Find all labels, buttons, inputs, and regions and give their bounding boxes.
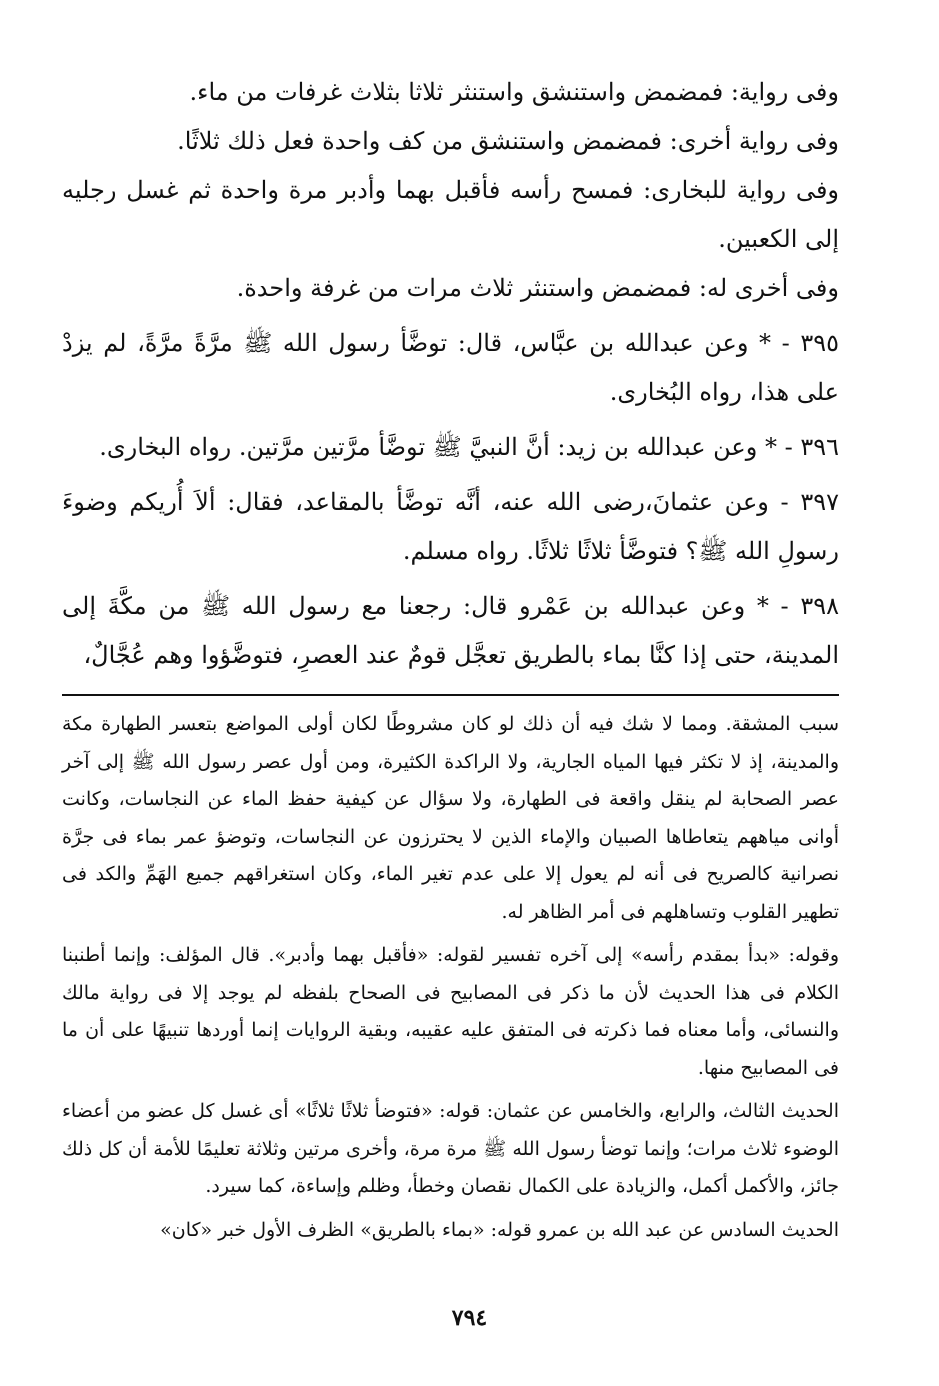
note-paragraph-1: سبب المشقة. ومما لا شك فيه أن ذلك لو كان مشروطًا لكان أولى المواضع بتعسر الطهارة مكة والمدينة، إذ لا تكثر فيها المياه الجارية، ولا الراكدة الكثيرة، ومن أول عصر رسول الله ﷺ إلى آخر عصر الصحابة لم ينقل واقعة فى الطهارة، ولا سؤال عن كيفية حفظ الماء عن النجاسات، وكانت أوانى مياههم يتعاطاها الصبيان والإماء الذين لا يحترزون عن النجاسات، وتوضؤ عمر بماء فى جرَّة نصرانية كالصريح فى أنه لم يعول إلا على عدم تغير الماء، وكان استغراقهم جميع الهَمِّ والكد فى تطهير القلوب وتساهلهم فى أمر الظاهر له.	[62, 713, 839, 923]
note-paragraph-2: وقوله: «بدأ بمقدم رأسه» إلى آخره تفسير لقوله: «فأقبل بهما وأدبر». قال المؤلف: وإنما أطنبنا الكلام فى هذا الحديث لأن ما ذكر فى المصابيح فى الصحاح بلفظه لم يوجد إلا فى رواية مالك والنسائى، وأما معناه فما ذكرته فى المتفق عليه عقيبه، وبقية الروايات إنما أوردها تنبيهًا على أن ما فى المصابيح منها.	[62, 944, 839, 1079]
paragraph-other-narration: وفى رواية أخرى: فمضمض واستنشق من كف واحدة فعل ذلك ثلاثًا.	[177, 127, 839, 155]
paragraph-bukhari-narration-2: وفى رواية للبخارى: فمسح رأسه فأقبل بهما وأدبر مرة واحدة ثم غسل رجليه إلى الكعبين.	[62, 176, 839, 253]
hadith-397: ٣٩٧ - وعن عثمانَ،رضى الله عنه، أنَّه توضَّأ بالمقاعد، فقال: ألاَ أُريكم وضوءَ رسولِ الله ﷺ؟ فتوضَّأ ثلاثًا ثلاثًا. رواه مسلم.	[62, 488, 839, 565]
page-number: ٧٩٤	[451, 1305, 488, 1331]
footnote-divider	[62, 694, 839, 696]
paragraph-bukhari-narration-1: وفى رواية: فمضمض واستنشق واستنثر ثلاثا بثلاث غرفات من ماء.	[189, 78, 839, 106]
note-paragraph-3: الحديث الثالث، والرابع، والخامس عن عثمان: قوله: «فتوضأ ثلاثًا ثلاثًا» أى غسل كل عضو من أعضاء الوضوء ثلاث مرات؛ وإنما توضأ رسول الله ﷺ مرة مرة، وأخرى مرتين وثلاثة تعليمًا للأمة أن كل ذلك جائز، والأكمل أكمل، والزيادة على الكمال نقصان وخطأ، وظلم وإساءة، كما سيرد.	[62, 1100, 839, 1197]
hadith-398: ٣٩٨ - * وعن عبدالله بن عَمْرو قال: رجعنا مع رسول الله ﷺ من مكَّةَ إلى المدينة، حتى إذا كنَّا بماء بالطريق تعجَّل قومٌ عند العصرِ، فتوضَّؤوا وهم عُجَّالٌ،	[62, 592, 839, 669]
hadith-395: ٣٩٥ - * وعن عبدالله بن عبَّاس، قال: توضَّأ رسول الله ﷺ مرَّةً مرَّةً، لم يزدْ على هذا، رواه البُخارى.	[62, 329, 839, 406]
document-page	[62, 68, 839, 1386]
commentary-notes	[62, 706, 839, 1249]
hadith-396: ٣٩٦ - * وعن عبدالله بن زيد: أنَّ النبيَّ ﷺ توضَّأ مرَّتين مرَّتين. رواه البخارى.	[99, 433, 839, 461]
paragraph-another-narration: وفى أخرى له: فمضمض واستنثر ثلاث مرات من غرفة واحدة.	[236, 274, 839, 302]
main-text	[62, 68, 839, 680]
note-paragraph-4: الحديث السادس عن عبد الله بن عمرو قوله: «بماء بالطريق» الظرف الأول خبر «كان»	[160, 1218, 839, 1241]
